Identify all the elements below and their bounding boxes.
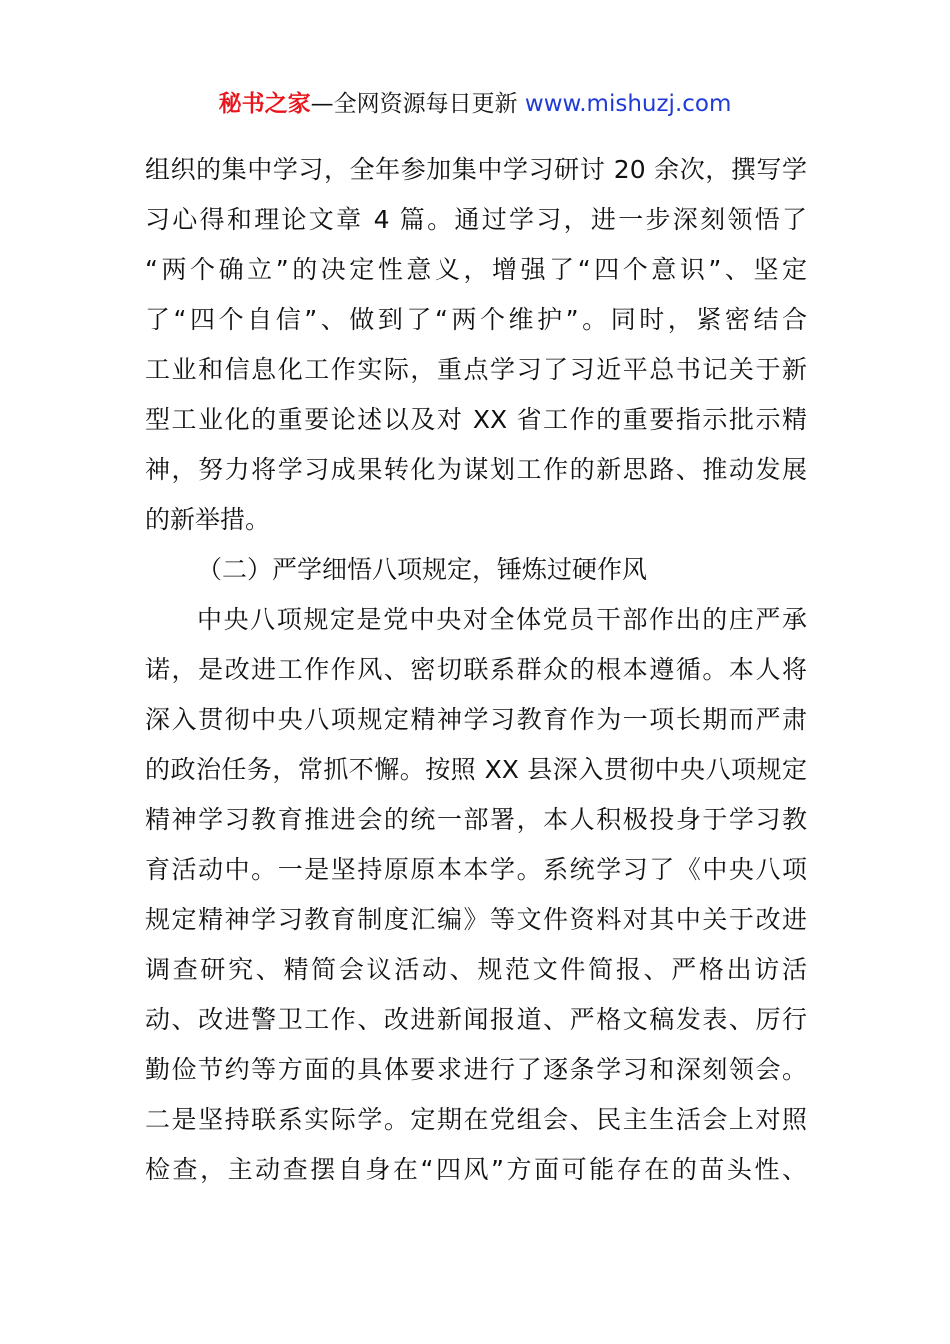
text-line: 诺，是改进工作作风、密切联系群众的根本遵循。本人将 bbox=[145, 655, 807, 684]
text-line: 神，努力将学习成果转化为谋划工作的新思路、推动发展 bbox=[145, 455, 807, 484]
document-body bbox=[145, 145, 807, 1195]
text-line: 调查研究、精简会议活动、规范文件简报、严格出访活 bbox=[145, 955, 807, 984]
text-line: 深入贯彻中央八项规定精神学习教育作为一项长期而严肃 bbox=[145, 705, 807, 734]
text-line: 动、改进警卫工作、改进新闻报道、严格文稿发表、厉行 bbox=[145, 1005, 807, 1034]
site-header bbox=[0, 86, 950, 122]
text-line: “两个确立”的决定性意义，增强了“四个意识”、坚定 bbox=[145, 255, 807, 284]
text-line: 的政治任务，常抓不懈。按照 XX 县深入贯彻中央八项规定 bbox=[145, 755, 807, 784]
text-line: 勤俭节约等方面的具体要求进行了逐条学习和深刻领会。 bbox=[145, 1055, 807, 1084]
section-heading: （二）严学细悟八项规定，锤炼过硬作风 bbox=[197, 555, 648, 584]
site-url[interactable]: www.mishuzj.com bbox=[524, 91, 732, 117]
text-line: 的新举措。 bbox=[145, 505, 271, 534]
text-line: 组织的集中学习，全年参加集中学习研讨 20 余次，撰写学 bbox=[145, 155, 807, 184]
text-line: 育活动中。一是坚持原原本本学。系统学习了《中央八项 bbox=[145, 855, 807, 884]
text-line: 规定精神学习教育制度汇编》等文件资料对其中关于改进 bbox=[145, 905, 807, 934]
text-line: 中央八项规定是党中央对全体党员干部作出的庄严承 bbox=[197, 605, 807, 634]
text-line: 了“四个自信”、做到了“两个维护”。同时，紧密结合 bbox=[145, 305, 807, 334]
text-line: 型工业化的重要论述以及对 XX 省工作的重要指示批示精 bbox=[145, 405, 807, 434]
text-line: 精神学习教育推进会的统一部署，本人积极投身于学习教 bbox=[145, 805, 807, 834]
header-slogan: —全网资源每日更新 bbox=[310, 91, 518, 117]
text-line: 工业和信息化工作实际，重点学习了习近平总书记关于新 bbox=[145, 355, 807, 384]
text-line: 二是坚持联系实际学。定期在党组会、民主生活会上对照 bbox=[145, 1105, 807, 1134]
text-line: 习心得和理论文章 4 篇。通过学习，进一步深刻领悟了 bbox=[145, 205, 807, 234]
brand-name: 秘书之家 bbox=[218, 91, 311, 117]
text-line: 检查，主动查摆自身在“四风”方面可能存在的苗头性、 bbox=[145, 1155, 807, 1184]
